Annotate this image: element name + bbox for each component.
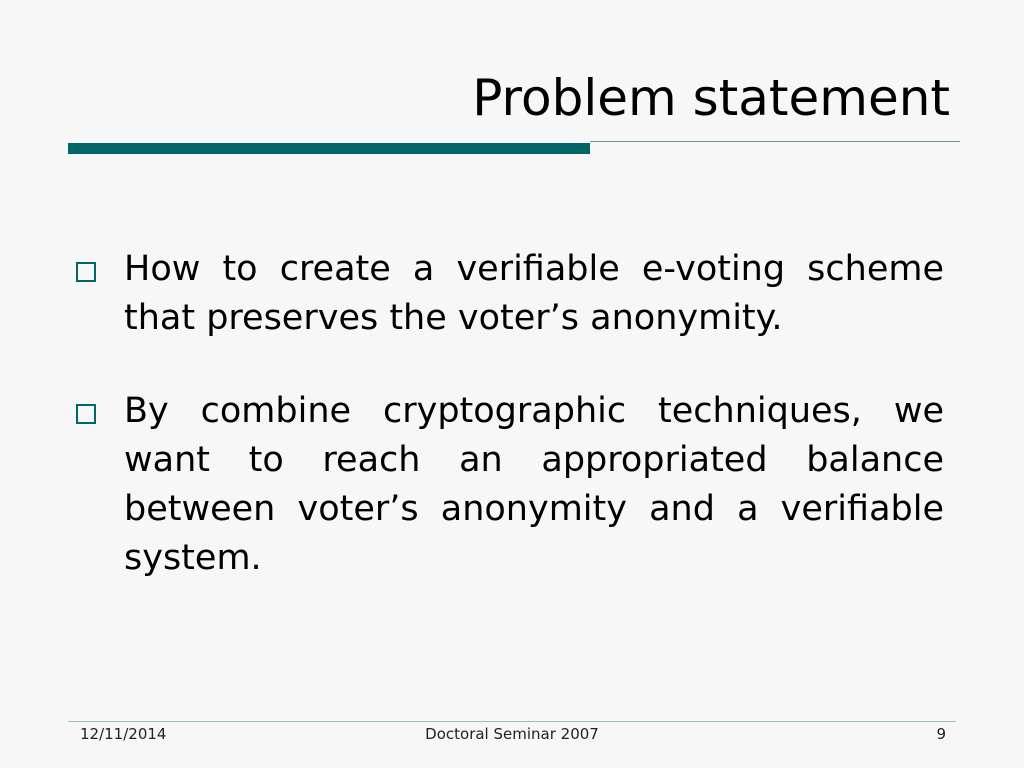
title-underline-thin bbox=[590, 141, 960, 142]
hollow-square-bullet-icon bbox=[76, 262, 96, 282]
footer-title: Doctoral Seminar 2007 bbox=[425, 725, 599, 743]
hollow-square-bullet-icon bbox=[76, 404, 96, 424]
bullet-list bbox=[72, 245, 944, 627]
bullet-text: By combine cryptographic techniques, we want to reach an appropriated balance between voter’s anonymity and a verifiable system. bbox=[124, 391, 944, 578]
footer-divider bbox=[68, 721, 956, 722]
bullet-text: How to create a verifiable e-voting scheme that preserves the voter’s anonymity. bbox=[124, 249, 944, 338]
title-underline-thick bbox=[68, 143, 590, 154]
bullet-item bbox=[72, 387, 944, 583]
footer-date: 12/11/2014 bbox=[80, 725, 167, 743]
bullet-item bbox=[72, 245, 944, 343]
slide-title: Problem statement bbox=[472, 69, 950, 127]
page-number: 9 bbox=[936, 725, 946, 743]
